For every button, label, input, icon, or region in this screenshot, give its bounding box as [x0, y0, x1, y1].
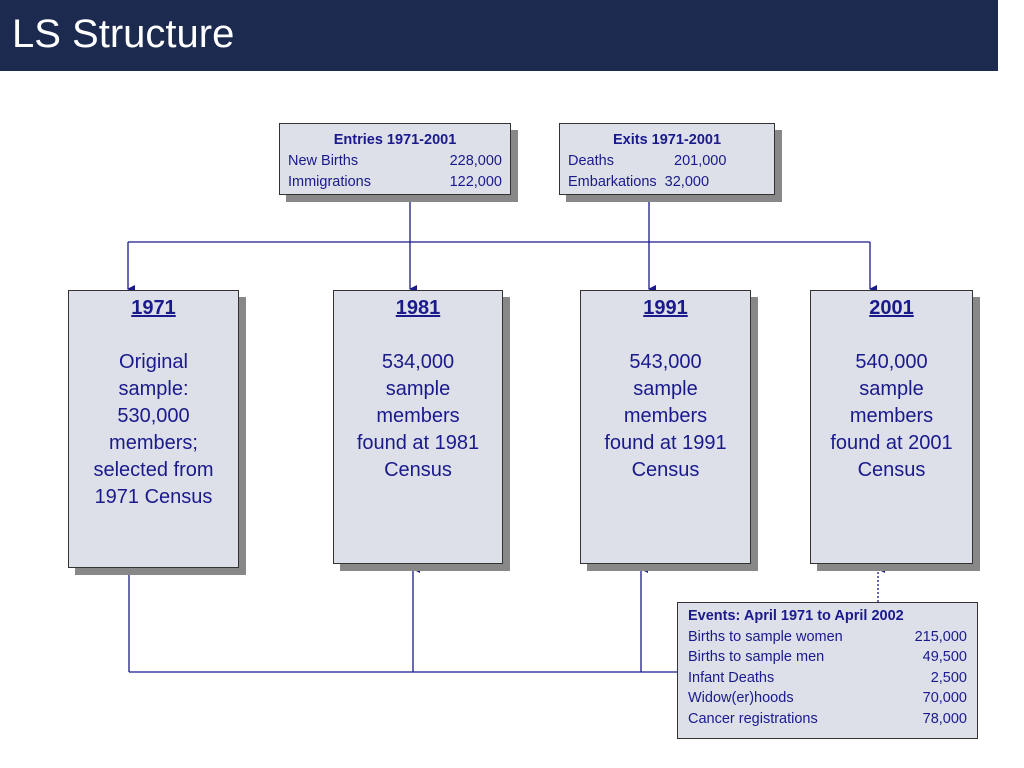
census-line: Census: [857, 459, 926, 481]
census-line: members: [849, 405, 934, 427]
exits-value: 32,000: [664, 174, 710, 190]
census-year: 1991: [643, 297, 688, 319]
census-line: 540,000: [855, 351, 928, 373]
census-line: Original: [119, 351, 188, 373]
events-row: [688, 709, 967, 730]
census-line: Census: [631, 459, 700, 481]
exits-label: Embarkations: [568, 174, 657, 190]
census-line: 534,000: [381, 351, 455, 373]
census-year: 2001: [869, 297, 914, 319]
exits-value: 201,000: [674, 153, 727, 169]
events-label: Widow(er)hoods: [688, 690, 794, 706]
entries-row: [288, 172, 502, 193]
census-box-1971: [68, 290, 239, 568]
events-label: Births to sample men: [688, 649, 825, 665]
entries-value: 122,000: [449, 174, 502, 190]
census-line: members: [623, 405, 708, 427]
events-label: Infant Deaths: [688, 669, 775, 686]
census-line: 543,000: [629, 351, 702, 373]
census-line: Census: [384, 459, 452, 481]
entries-label: Immigrations: [288, 174, 371, 190]
census-box-1991: [580, 290, 751, 564]
census-line: sample: [385, 378, 451, 400]
page-title: LS Structure: [12, 12, 235, 56]
census-year: 1971: [131, 297, 176, 319]
census-year: 1981: [395, 297, 441, 319]
entries-row: [288, 151, 502, 172]
census-line: found at 1991: [604, 432, 727, 454]
events-value: 49,500: [922, 649, 967, 665]
exits-box: [559, 123, 775, 195]
events-row: [688, 668, 967, 689]
census-line: members: [376, 405, 460, 427]
events-row: [688, 627, 967, 648]
events-label: Births to sample women: [688, 628, 843, 645]
events-value: 2,500: [930, 669, 967, 686]
census-line: sample:: [118, 378, 189, 400]
events-row: [688, 688, 967, 709]
census-line: members;: [109, 432, 198, 454]
exits-row: [568, 151, 766, 172]
census-line: sample: [633, 378, 698, 400]
exits-label: Deaths: [568, 153, 614, 169]
events-value: 78,000: [922, 710, 967, 727]
exits-row: [568, 172, 766, 193]
census-line: 530,000: [117, 405, 190, 427]
entries-box: [279, 123, 511, 195]
events-label: Cancer registrations: [688, 710, 818, 727]
events-title: Events: April 1971 to April 2002: [688, 608, 904, 624]
census-line: selected from: [93, 459, 214, 481]
census-box-1981: [333, 290, 503, 564]
census-box-2001: [810, 290, 973, 564]
entries-title: Entries 1971-2001: [333, 132, 457, 148]
events-value: 215,000: [914, 628, 967, 645]
census-line: 1971 Census: [94, 486, 213, 508]
events-row: [688, 647, 967, 668]
entries-label: New Births: [288, 153, 359, 169]
census-line: found at 1981: [356, 432, 480, 454]
census-line: sample: [859, 378, 924, 400]
events-box: [677, 602, 978, 739]
entries-value: 228,000: [449, 153, 502, 169]
events-value: 70,000: [922, 690, 967, 706]
census-line: found at 2001: [830, 432, 953, 454]
exits-title: Exits 1971-2001: [612, 132, 722, 148]
